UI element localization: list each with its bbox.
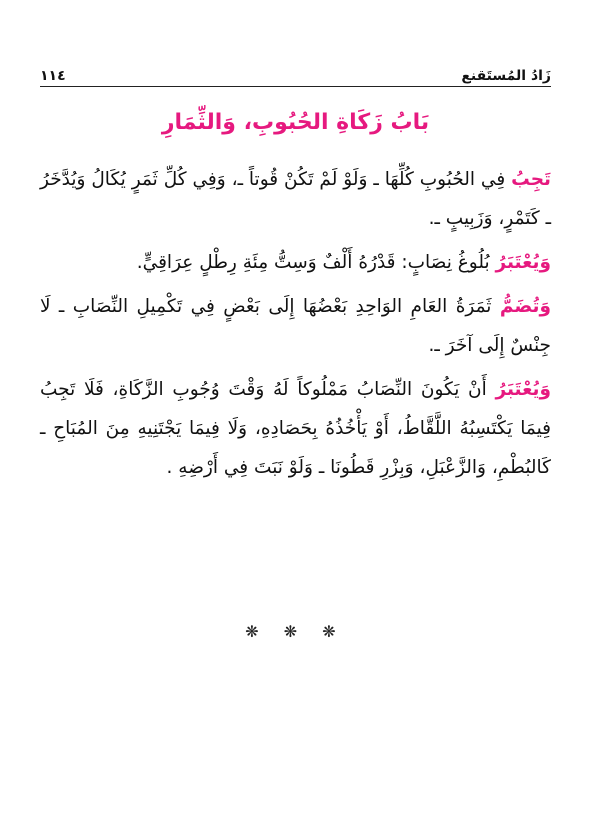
chapter-title: بَابُ زَكَاةِ الحُبُوبِ، وَالثِّمَارِ [161, 110, 430, 135]
paragraph [40, 243, 551, 282]
paragraph-text: بُلُوغُ نِصَابٍ: قَدْرُهُ أَلْفٌ وَسِتُّ مِئَةِ رِطْلٍ عِرَاقِيٍّ. [136, 252, 496, 273]
paragraph-text: فِي الحُبُوبِ كُلِّهَا ـ وَلَوْ لَمْ تَكُنْ قُوتاً ـ، وَفِي كُلِّ ثَمَرٍ يُكَالُ وَيُدَّخَرُ ـ كَتَمْرٍ، وَزَبِيبٍ ـ. [40, 169, 551, 229]
paragraph-text: أَنْ يَكُونَ النِّصَابُ مَمْلُوكاً لَهُ وَقْتَ وُجُوبِ الزَّكَاةِ، فَلَا تَجِبُ فِيمَا يَكْتَسِبُهُ اللَّقَّاطُ، أَوْ يَأْخُذُهُ بِحَصَادِهِ، وَلَا فِيمَا يَجْتَنِيهِ مِنَ المُبَاحِ ـ كَالبُطْمِ، وَالزَّعْبَلِ، وَبِزْرِ قَطُونَا ـ وَلَوْ نَبَتَ فِي أَرْضِهِ . [40, 379, 551, 478]
page-number: ١١٤ [40, 68, 66, 84]
paragraph-text: ثَمَرَةُ العَامِ الوَاحِدِ بَعْضُهَا إِلَى بَعْضٍ فِي تَكْمِيلِ النِّصَابِ ـ لَا جِنْسٌ إِلَى آخَرَ ـ. [40, 296, 551, 356]
header-divider [40, 86, 551, 87]
body-text [40, 160, 551, 492]
paragraph [40, 370, 551, 487]
paragraph-keyword: وَيُعْتَبَرُ [495, 379, 551, 400]
paragraph-keyword: وَتُضَمُّ [499, 296, 551, 317]
book-title: زَادُ المُستَقنع [461, 68, 551, 84]
paragraph-keyword: وَيُعْتَبَرُ [495, 252, 551, 273]
paragraph [40, 160, 551, 238]
paragraph [40, 287, 551, 365]
section-separator: ❋ ❋ ❋ [245, 622, 346, 641]
page-header [40, 62, 551, 84]
paragraph-keyword: تَجِبُ [511, 169, 551, 190]
